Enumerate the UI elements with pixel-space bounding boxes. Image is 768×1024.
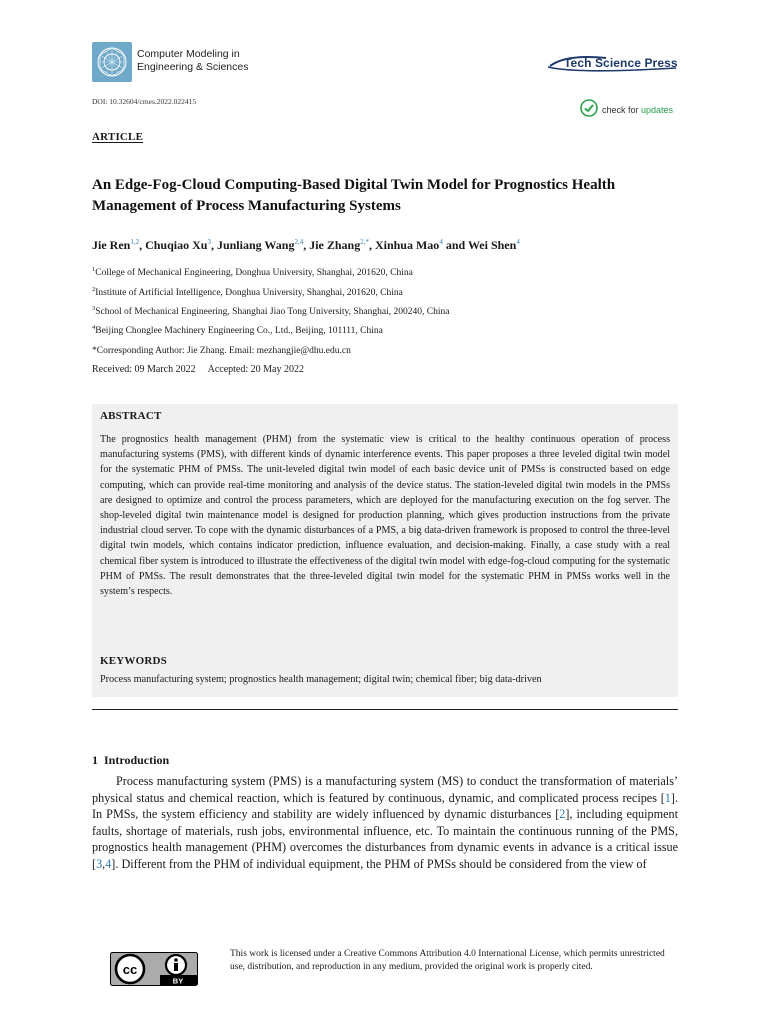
corresponding-author: *Corresponding Author: Jie Zhang. Email: mezhangjie@dhu.edu.cn (92, 346, 351, 356)
journal-name-line1: Computer Modeling in (137, 48, 240, 60)
section-divider (92, 709, 678, 710)
abstract-heading: ABSTRACT (100, 410, 162, 422)
affiliation-item: $^1$College of Mechanical Engineering, Donghua University, Shanghai, 201620, China (92, 265, 413, 278)
author-affiliation-ref[interactable]: 4 (439, 238, 443, 246)
author-name[interactable]: Junliang Wang (216, 238, 295, 252)
section-heading-introduction: 1 Introduction (92, 753, 170, 767)
doi-link[interactable]: DOI: 10.32604/cmes.2022.022415 (92, 97, 197, 106)
check-for-updates-button[interactable] (580, 100, 673, 120)
accepted-date: Accepted: 20 May 2022 (207, 364, 304, 375)
author-affiliation-ref[interactable]: 2,* (360, 238, 369, 246)
paper-title: An Edge-Fog-Cloud Computing-Based Digital Twin Model for Prognostics Health Management of Process Manufacturing Systems (92, 177, 616, 214)
journal-name-line2: Engineering & Sciences (137, 61, 249, 73)
cc-by-license-badge[interactable] (110, 952, 198, 986)
author-affiliation-ref[interactable]: 2,4 (294, 238, 304, 246)
license-text: This work is licensed under a Creative Commons Attribution 4.0 International License, which permits unrestricted use, distribution, and reproduction in any medium, provided the original work is properly cited. (230, 949, 665, 972)
dates-line (92, 364, 304, 375)
check-for-updates-label: check for updates (602, 105, 674, 115)
citation-link[interactable]: 4 (105, 856, 112, 871)
citation-link[interactable]: 1 (664, 790, 671, 805)
introduction-paragraph: Process manufacturing system (PMS) is a manufacturing system (MS) to conduct the transformation of materials’ physical status and chemical reaction, which is featured by continuous, dynamic, and complicated process recipes [1]. In PMSs, the system efficiency and stability are widely influenced by dynamic disturbances [2], including equipment faults, shortage of materials, rush jobs, environmental influence, etc. To maintain the continuous running of the PMS, prognostics health management (PHM) overcomes the disturbances from dynamic events in advance is a critical issue [3,4]. Different from the PHM of individual equipment, the PHM of PMSs should be considered from the view of (92, 774, 678, 871)
author-affiliation-ref[interactable]: 1,2 (130, 238, 140, 246)
author-affiliation-ref[interactable]: 3 (207, 238, 211, 246)
article-type-label: ARTICLE (92, 131, 144, 143)
author-name[interactable]: Xinhua Mao (374, 238, 440, 252)
keywords-heading: KEYWORDS (100, 655, 167, 667)
received-date: Received: 09 March 2022 (92, 364, 196, 375)
abstract-text: The prognostics health management (PHM) from the systematic view is critical to the healthy continuous operation of process manufacturing systems (PMS), with different kinds of dynamic interference events. This paper proposes a three leveled digital twin model for the systematic PHM of PMSs. The unit-leveled digital twin model of each basic device unit of PMSs is constructed based on edge computing, which can provide real-time monitoring and analysis of the device status. The station-leveled digital twin models in the PMSs are designed to optimize and control the process parameters, which are deployed for the manufacturing execution on the fog server. The shop-leveled digital twin maintenance model is designed for production planning, which gives production instructions from the private industrial cloud server. To cope with the dynamic disturbances of a PMS, a big data-driven framework is proposed to control the three-level digital twin models, which contains indicator prediction, influence evaluation, and decision-making. Finally, a case study with a real chemical fiber system is introduced to illustrate the effectiveness of the digital twin model with edge-fog-cloud computing for the systematic PHM of PMSs. The result demonstrates that the three-leveled digital twin model for the systematic PHM in PMSs works well in the system’s respects. (100, 434, 670, 598)
by-logo-text: BY (172, 976, 184, 986)
affiliation-item: $^3$School of Mechanical Engineering, Shanghai Jiao Tong University, Shanghai, 200240, China (92, 304, 450, 317)
citation-link[interactable]: 2 (559, 807, 566, 821)
cc-logo-text: cc (122, 962, 138, 977)
author-name[interactable]: Wei Shen (467, 238, 517, 252)
journal-logo-icon (92, 42, 132, 82)
citation-link[interactable]: 3 (96, 856, 103, 871)
author-name[interactable]: Jie Ren (92, 238, 131, 252)
author-name[interactable]: Chuqiao Xu (145, 238, 208, 252)
journal-name (137, 48, 249, 74)
keywords-text: Process manufacturing system; prognostics health management; digital twin; chemical fiber; big data-driven (100, 674, 542, 685)
affiliation-item: $^4$Beijing Chonglee Machinery Engineering Co., Ltd., Beijing, 101111, China (92, 323, 383, 336)
affiliation-item: $^2$Institute of Artificial Intelligence, Donghua University, Shanghai, 201620, China (92, 285, 403, 298)
author-affiliation-ref[interactable]: 4 (516, 238, 520, 246)
author-list: Jie Ren$^{1,2}$, Chuqiao Xu$^3$, Junliang Wang$^{2,4}$, Jie Zhang$^{2,*}$, Xinhua Mao$^4$ and Wei Shen$^4$ (92, 238, 520, 252)
author-name[interactable]: Jie Zhang (309, 238, 361, 252)
publisher-name: Tech Science Press (564, 56, 678, 70)
check-circle-icon (580, 99, 598, 122)
